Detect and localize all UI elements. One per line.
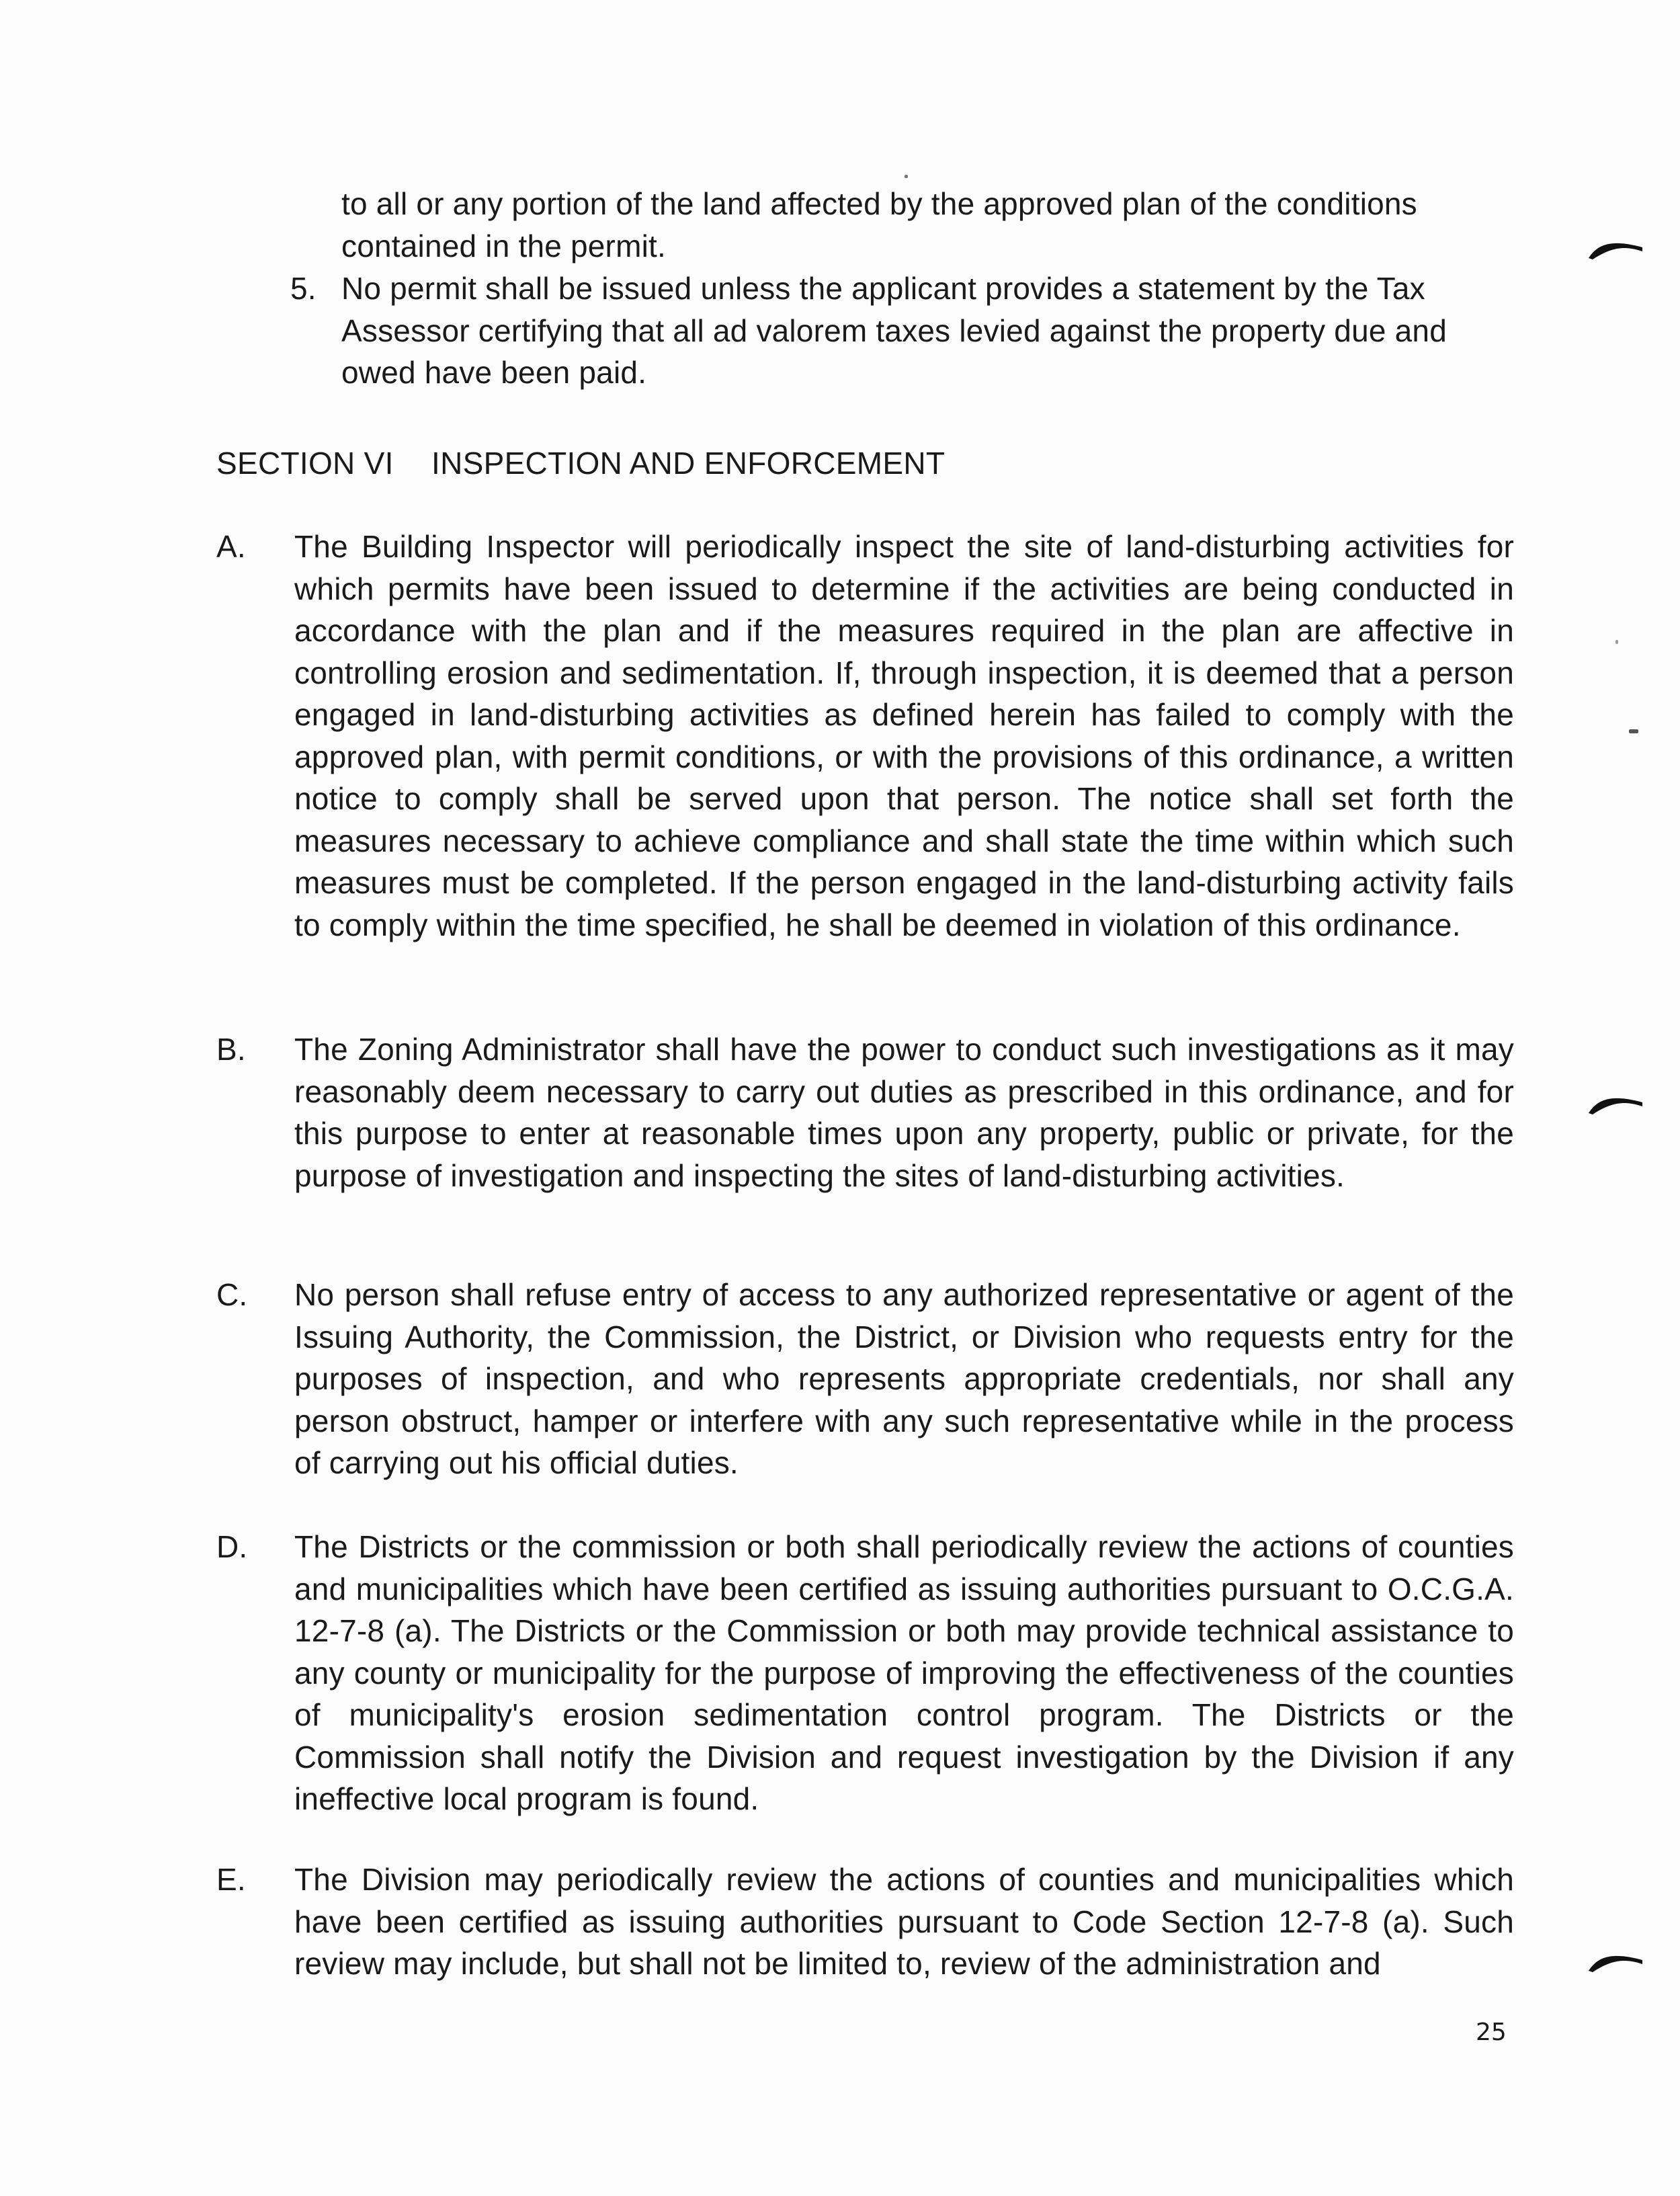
paragraph-letter: D.	[216, 1529, 248, 1564]
paragraph-text: The Division may periodically review the actions of counties and municipalities which have been certified as issuing authorities pursuant to Code Section 12-7-8 (a). Such review may include, but shall not be limited to, review of the administration and	[294, 1862, 1514, 1981]
continuation-paragraph: to all or any portion of the land affected by the approved plan of the conditions contained in the permit.	[341, 186, 1417, 263]
paragraph-letter: C.	[216, 1277, 248, 1312]
paragraph-text: The Zoning Administrator shall have the power to conduct such investigations as it may reasonably deem necessary to carry out duties as prescribed in this ordinance, and for this purpose to enter at reasonable times upon any property, public or private, for the purpose of investigation and inspecting the sites of land-disturbing activities.	[294, 1032, 1514, 1193]
paragraph-letter: E.	[216, 1862, 246, 1897]
scan-speck	[905, 175, 908, 178]
page-number: 25	[1476, 2019, 1507, 2046]
paragraph-letter: B.	[216, 1032, 246, 1067]
paragraph-text: The Building Inspector will periodically inspect the site of land-disturbing activities for which permits have been issued to determine if the activities are being conducted in accordance with the plan and if the measures required in the plan are affective in controlling erosion and sedimentation. If, through inspection, it is deemed that a person engaged in land-disturbing activities as defined herein has failed to comply with the approved plan, with permit conditions, or with the provisions of this ordinance, a written notice to comply shall be served upon that person. The notice shall set forth the measures necessary to achieve compliance and shall state the time within which such measures must be completed. If the person engaged in the land-disturbing activity fails to comply within the time specified, he shall be deemed in violation of this ordinance.	[294, 529, 1514, 942]
scan-speck	[1629, 729, 1638, 733]
paragraph-text: The Districts or the commission or both shall periodically review the actions of counties and municipalities which have been certified as issuing authorities pursuant to O.C.G.A. 12-7-8 (a). The Districts or the Commission or both may provide technical assistance to any county or municipality for the purpose of improving the effectiveness of the counties of municipality's erosion sedimentation control program. The Districts or the Commission shall notify the Division and request investigation by the Division if any ineffective local program is found.	[294, 1529, 1514, 1816]
binding-mark-icon	[1586, 1089, 1646, 1116]
section-heading	[216, 442, 1090, 484]
section-label: SECTION VI	[216, 446, 394, 481]
paragraph-letter: A.	[216, 529, 246, 564]
binding-mark-icon	[1586, 1947, 1646, 1974]
binding-mark-icon	[1586, 234, 1646, 261]
paragraph-text: No person shall refuse entry of access to any authorized representative or agent of the Issuing Authority, the Commission, the District, or Division who requests entry for the purposes of inspection, and who represents appropriate credentials, nor shall any person obstruct, hamper or interfere with any such representative while in the process of carrying out his official duties.	[294, 1277, 1514, 1480]
section-title: INSPECTION AND ENFORCEMENT	[431, 446, 946, 481]
list-item-number: 5.	[290, 271, 317, 306]
list-item-text: No permit shall be issued unless the applicant provides a statement by the Tax Assessor certifying that all ad valorem taxes levied against the property due and owed have been paid.	[341, 271, 1447, 390]
scan-speck	[1615, 640, 1618, 644]
